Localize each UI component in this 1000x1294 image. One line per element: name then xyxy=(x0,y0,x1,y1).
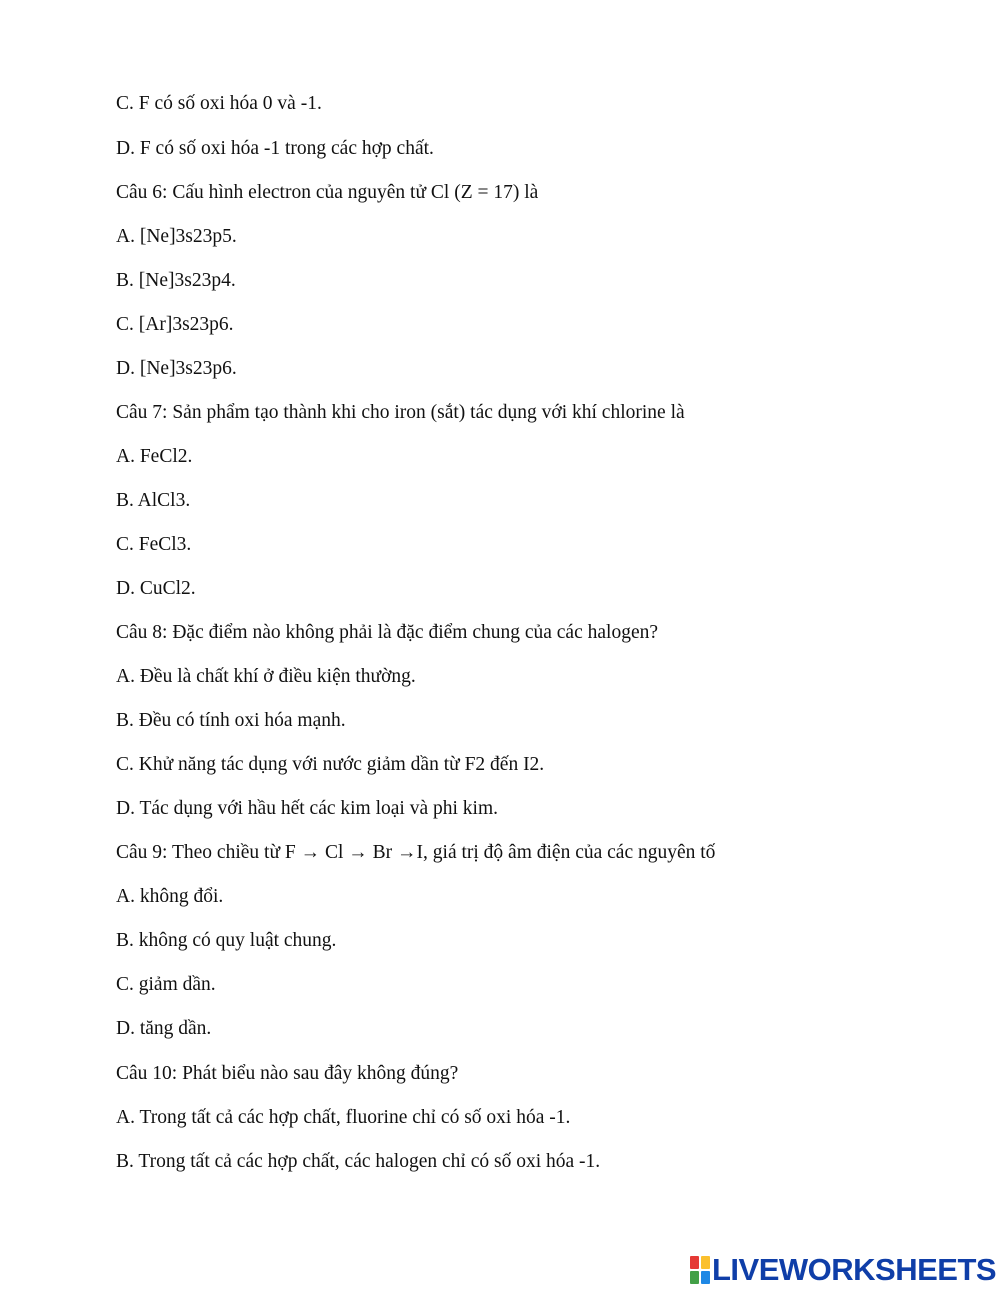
option-line: B. Trong tất cả các hợp chất, các halogen chỉ có số oxi hóa -1. xyxy=(116,1151,601,1172)
option-line: A. không đổi. xyxy=(116,886,224,907)
option-line: A. [Ne]3s23p5. xyxy=(116,226,237,247)
option-line: B. [Ne]3s23p4. xyxy=(116,270,236,291)
option-line: B. Đều có tính oxi hóa mạnh. xyxy=(116,710,346,731)
logo-mark-block xyxy=(690,1271,699,1284)
option-line: B. AlCl3. xyxy=(116,490,191,511)
question-line: Câu 6: Cấu hình electron của nguyên tử Cl (Z = 17) là xyxy=(116,182,539,203)
option-line: C. Khử năng tác dụng với nước giảm dần từ F2 đến I2. xyxy=(116,754,545,775)
option-line: D. CuCl2. xyxy=(116,578,196,599)
option-line: A. Đều là chất khí ở điều kiện thường. xyxy=(116,666,416,687)
logo-mark-icon xyxy=(690,1256,710,1284)
question-line: Câu 8: Đặc điểm nào không phải là đặc điểm chung của các halogen? xyxy=(116,622,659,643)
option-line: C. FeCl3. xyxy=(116,534,192,555)
logo-mark-block xyxy=(690,1256,699,1269)
option-line: D. Tác dụng với hầu hết các kim loại và phi kim. xyxy=(116,798,498,819)
option-line: D. [Ne]3s23p6. xyxy=(116,358,237,379)
logo-mark-block xyxy=(701,1271,710,1284)
option-line: C. F có số oxi hóa 0 và -1. xyxy=(116,93,322,114)
option-line: A. Trong tất cả các hợp chất, fluorine chỉ có số oxi hóa -1. xyxy=(116,1107,571,1128)
logo-text: LIVEWORKSHEETS xyxy=(712,1252,997,1287)
option-line: D. tăng dần. xyxy=(116,1018,212,1039)
question-line: Câu 10: Phát biểu nào sau đây không đúng? xyxy=(116,1063,459,1084)
option-line: C. [Ar]3s23p6. xyxy=(116,314,234,335)
option-line: B. không có quy luật chung. xyxy=(116,930,337,951)
option-line: D. F có số oxi hóa -1 trong các hợp chất. xyxy=(116,138,434,159)
option-line: C. giảm dần. xyxy=(116,974,216,995)
logo-mark-block xyxy=(701,1256,710,1269)
question-line: Câu 9: Theo chiều từ F → Cl → Br →I, giá trị độ âm điện của các nguyên tố xyxy=(116,842,716,863)
liveworksheets-logo xyxy=(690,1254,996,1286)
option-line: A. FeCl2. xyxy=(116,446,193,467)
question-line: Câu 7: Sản phẩm tạo thành khi cho iron (sắt) tác dụng với khí chlorine là xyxy=(116,402,685,423)
